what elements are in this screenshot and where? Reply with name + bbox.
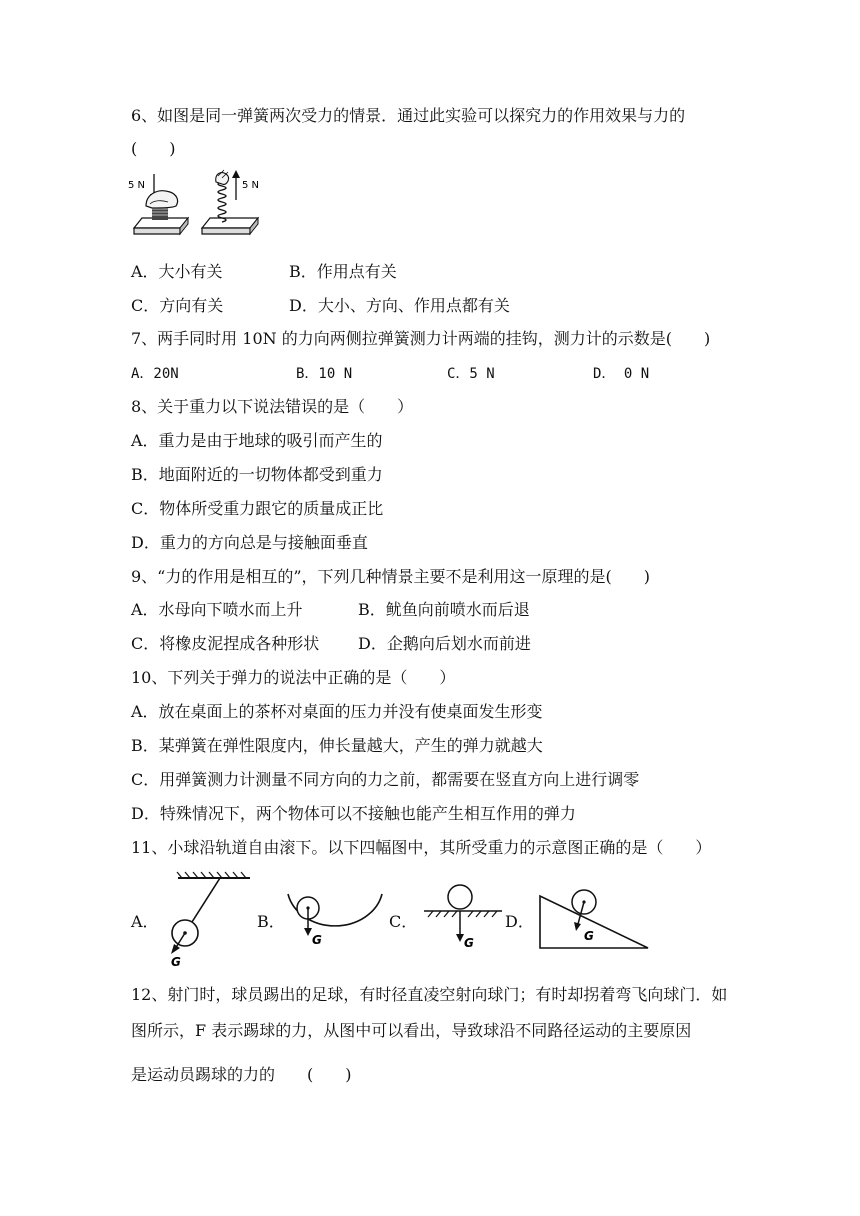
- q6-right-force-label: 5 N: [242, 180, 260, 191]
- q8-option-b: B．地面附近的一切物体都受到重力: [131, 465, 383, 484]
- q11-d-g-label: G: [584, 929, 594, 943]
- q12-line-3: 是运动员踢球的力的 ( ): [131, 1065, 352, 1084]
- q11-option-d-letter: D．: [505, 912, 534, 931]
- q6-option-b: B．作用点有关: [289, 262, 397, 281]
- q7-option-c: C．5 N: [447, 366, 495, 382]
- q8-option-a: A．重力是由于地球的吸引而产生的: [131, 431, 383, 450]
- q11-figure-a: [168, 870, 248, 969]
- q12-line-1: 12、射门时，球员踢出的足球，有时径直凌空射向球门；有时却拐着弯飞向球门．如: [131, 985, 728, 1004]
- q12-line-2: 图所示，F 表示踢球的力，从图中可以看出，导致球沿不同路径运动的主要原因: [131, 1021, 692, 1040]
- q7-option-b: B．10 N: [296, 366, 353, 382]
- q11-option-c-letter: C．: [389, 912, 418, 931]
- q9-option-a: A．水母向下喷水而上升: [131, 600, 303, 619]
- q9-option-d: D．企鹅向后划水而前进: [358, 634, 531, 653]
- q6-spring-figure: [128, 168, 288, 248]
- q11-a-g-label: G: [171, 955, 181, 969]
- q6-option-c: C．方向有关: [131, 296, 224, 315]
- q11-option-b-letter: B．: [257, 912, 285, 931]
- q11-figure-d: [534, 880, 654, 952]
- q10-option-b: B．某弹簧在弹性限度内，伸长量越大，产生的弹力就越大: [131, 736, 543, 755]
- q8-option-c: C．物体所受重力跟它的质量成正比: [131, 499, 384, 518]
- q11-stem: 11、小球沿轨道自由滚下。以下四幅图中，其所受重力的示意图正确的是（ ）: [131, 838, 712, 857]
- q10-option-c: C．用弹簧测力计测量不同方向的力之前，都需要在竖直方向上进行调零: [131, 770, 640, 789]
- q7-option-a: A．20N: [131, 366, 179, 382]
- q6-answer-paren: ( ): [131, 139, 176, 158]
- q7-stem: 7、两手同时用 10N 的力向两侧拉弹簧测力计两端的挂钩，测力计的示数是( ): [131, 329, 711, 348]
- q6-option-a: A．大小有关: [131, 262, 223, 281]
- q9-option-c: C．将橡皮泥捏成各种形状: [131, 634, 320, 653]
- q11-figure-b: [284, 884, 384, 964]
- q8-stem: 8、关于重力以下说法错误的是（ ）: [131, 397, 414, 416]
- q10-stem: 10、下列关于弹力的说法中正确的是（ ）: [131, 668, 456, 687]
- q11-figure-c: [420, 880, 510, 960]
- q6-stem: 6、如图是同一弹簧两次受力的情景．通过此实验可以探究力的作用效果与力的: [131, 106, 686, 125]
- q10-option-d: D．特殊情况下，两个物体可以不接触也能产生相互作用的弹力: [131, 804, 576, 823]
- q11-c-g-label: G: [464, 936, 474, 950]
- q6-left-force-label: 5 N: [128, 180, 146, 191]
- q6-option-d: D．大小、方向、作用点都有关: [289, 296, 510, 315]
- q11-option-a-letter: A．: [131, 912, 159, 931]
- q8-option-d: D．重力的方向总是与接触面垂直: [131, 533, 368, 552]
- q11-b-g-label: G: [312, 933, 322, 947]
- q7-option-d: D． 0 N: [593, 366, 650, 382]
- q9-option-b: B．鱿鱼向前喷水而后退: [358, 600, 530, 619]
- q9-stem: 9、“力的作用是相互的”，下列几种情景主要不是利用这一原理的是( ): [131, 567, 651, 586]
- q10-option-a: A．放在桌面上的茶杯对桌面的压力并没有使桌面发生形变: [131, 702, 543, 721]
